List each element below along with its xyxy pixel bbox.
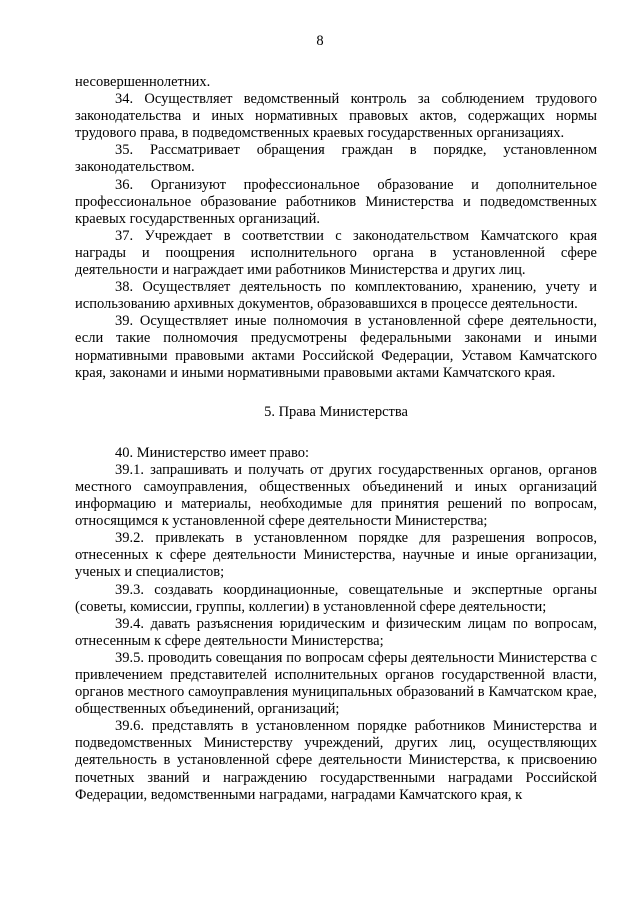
paragraph-39-5: 39.5. проводить совещания по вопросам сферы деятельности Министерства с привлечением представителей исполнительных органов государственной власти, органов местного самоуправления муниципальных образований в Камчатском крае, общественных объединений, организаций; — [75, 649, 597, 718]
paragraph-39: 39. Осуществляет иные полномочия в установленной сфере деятельности, если такие полномочия предусмотрены федеральными законами и иными нормативными правовыми актами Российской Федерации, Уставом Камчатского края, законами и иными нормативными правовыми актами Камчатского края. — [75, 313, 597, 381]
page-number: 8 — [316, 33, 324, 49]
paragraph-40: 40. Министерство имеет право: — [115, 444, 310, 461]
paragraph-34: 34. Осуществляет ведомственный контроль за соблюдением трудового законодательства и иных нормативных правовых актов, содержащих нормы трудового права, в подведомственных краевых государственных организациях. — [75, 91, 597, 142]
paragraph-39-3: 39.3. создавать координационные, совещательные и экспертные органы (советы, комиссии, группы, коллегии) в установленной сфере деятельности; — [75, 581, 597, 615]
paragraph-35: 35. Рассматривает обращения граждан в порядке, установленном законодательством. — [75, 142, 597, 176]
paragraph-continuation: несовершеннолетних. — [75, 74, 211, 90]
paragraph-37: 37. Учреждает в соответствии с законодательством Камчатского края награды и поощрения исполнительного органа в установленной сфере деятельности и награждает ими работников Министерства и других лиц. — [75, 227, 597, 279]
paragraph-36: 36. Организуют профессиональное образование и дополнительное профессиональное образование работников Министерства и подведомственных краевых государственных организаций. — [75, 176, 597, 227]
paragraph-39-6: 39.6. представлять в установленном порядке работников Министерства и подведомственных Министерству учреждений, других лиц, осуществляющих деятельность в установленной сфере деятельности Министерства, к присвоению почетных званий и награждению государственными наградами Российской Федерации, ведомственными наградами, наградами Камчатского края, к — [75, 718, 597, 803]
paragraph-39-2: 39.2. привлекать в установленном порядке для разрешения вопросов, отнесенных к сфере деятельности Министерства, научные и иные организации, ученых и специалистов; — [75, 530, 597, 581]
document-body — [75, 74, 597, 804]
section-heading: 5. Права Министерства — [264, 403, 408, 420]
paragraph-39-4: 39.4. давать разъяснения юридическим и физическим лицам по вопросам, отнесенным к сфере деятельности Министерства; — [75, 615, 597, 649]
paragraph-38: 38. Осуществляет деятельность по комплектованию, хранению, учету и использованию архивных документов, образовавшихся в процессе деятельности. — [75, 279, 597, 313]
paragraph-39-1: 39.1. запрашивать и получать от других государственных органов, органов местного самоуправления, общественных объединений и иных организаций информацию и материалы, необходимые для принятия решений по вопросам, относящимся к установленной сфере деятельности Министерства; — [75, 461, 597, 530]
